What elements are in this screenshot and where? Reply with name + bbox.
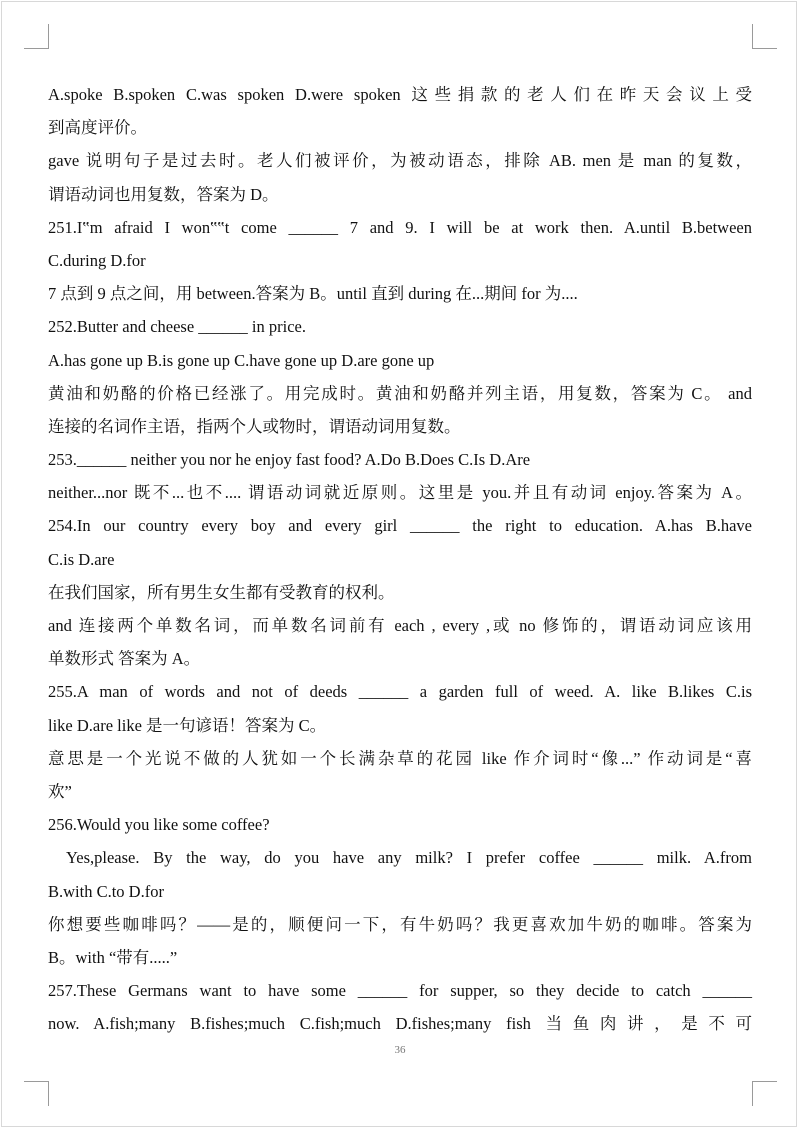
text-line: A.spoke B.spoken C.was spoken D.were spoken 这些捐款的老人们在昨天会议上受 xyxy=(48,85,752,104)
question-253: 253.______ neither you nor he enjoy fast food? A.Do B.Does C.Is D.Are xyxy=(48,450,531,470)
text-line: and 连接两个单数名词，而单数名词前有 each , every ,或 no 修饰的，谓语动词应该用 xyxy=(48,616,752,635)
question-254: 254.In our country every boy and every girl ______ the right to education. A.has B.have xyxy=(48,516,752,536)
text-line: A.has gone up B.is gone up C.have gone up D.are gone up xyxy=(48,350,435,370)
crop-mark-top-right xyxy=(752,24,777,49)
text-line: 单数形式 答案为 A。 xyxy=(48,649,201,669)
question-256: 256.Would you like some coffee? xyxy=(48,815,270,835)
text-line: now. A.fish;many B.fishes;much C.fish;much D.fishes;many fish 当鱼肉讲，是不可 xyxy=(48,1014,752,1034)
text-line: 连接的名词作主语，指两个人或物时，谓语动词用复数。 xyxy=(48,416,461,436)
text-line: like D.are like 是一句谚语！答案为 C。 xyxy=(48,715,327,735)
crop-mark-top-left xyxy=(24,24,49,49)
text-line: 你想要些咖啡吗？——是的，顺便问一下，有牛奶吗？我更喜欢加牛奶的咖啡。答案为 xyxy=(48,914,752,934)
text-line: 欢” xyxy=(48,781,72,801)
text-line: B.with C.to D.for xyxy=(48,881,164,901)
text-line: B。with “带有.....” xyxy=(48,947,178,967)
page-body xyxy=(48,78,752,1040)
page-number: 36 xyxy=(394,1044,406,1056)
text-line: C.during D.for xyxy=(48,250,146,270)
text-line: Yes,please. By the way, do you have any milk? I prefer coffee ______ milk. A.from xyxy=(66,848,752,868)
crop-mark-bottom-left xyxy=(24,1081,49,1106)
text-line: 意思是一个光说不做的人犹如一个长满杂草的花园 like 作介词时“像...” 作动词是“喜 xyxy=(48,748,752,768)
text-line: 黄油和奶酪的价格已经涨了。用完成时。黄油和奶酪并列主语，用复数，答案为 C。 and xyxy=(48,383,752,403)
question-252: 252.Butter and cheese ______ in price. xyxy=(48,317,306,337)
text-line: 在我们国家，所有男生女生都有受教育的权利。 xyxy=(48,582,395,602)
question-251: 251.I‟m afraid I won‟‟t come ______ 7 and 9. I will be at work then. A.until B.between xyxy=(48,217,752,237)
text-line: 7 点到 9 点之间，用 between.答案为 B。until 直到 during 在...期间 for 为.... xyxy=(48,284,578,304)
text-line: C.is D.are xyxy=(48,549,115,569)
text-line: 谓语动词也用复数，答案为 D。 xyxy=(48,184,279,204)
text-line: 到高度评价。 xyxy=(48,118,147,138)
text-line: gave 说明句子是过去时。老人们被评价，为被动语态，排除 AB. men 是 man 的复数， xyxy=(48,151,752,171)
question-255: 255.A man of words and not of deeds ______ a garden full of weed. A. like B.likes C.is xyxy=(48,682,752,702)
question-257: 257.These Germans want to have some ______ for supper, so they decide to catch ______ xyxy=(48,981,752,1001)
text-line: neither...nor 既不...也不.... 谓语动词就近原则。这里是 you.并且有动词 enjoy.答案为 A。 xyxy=(48,483,752,503)
crop-mark-bottom-right xyxy=(752,1081,777,1106)
